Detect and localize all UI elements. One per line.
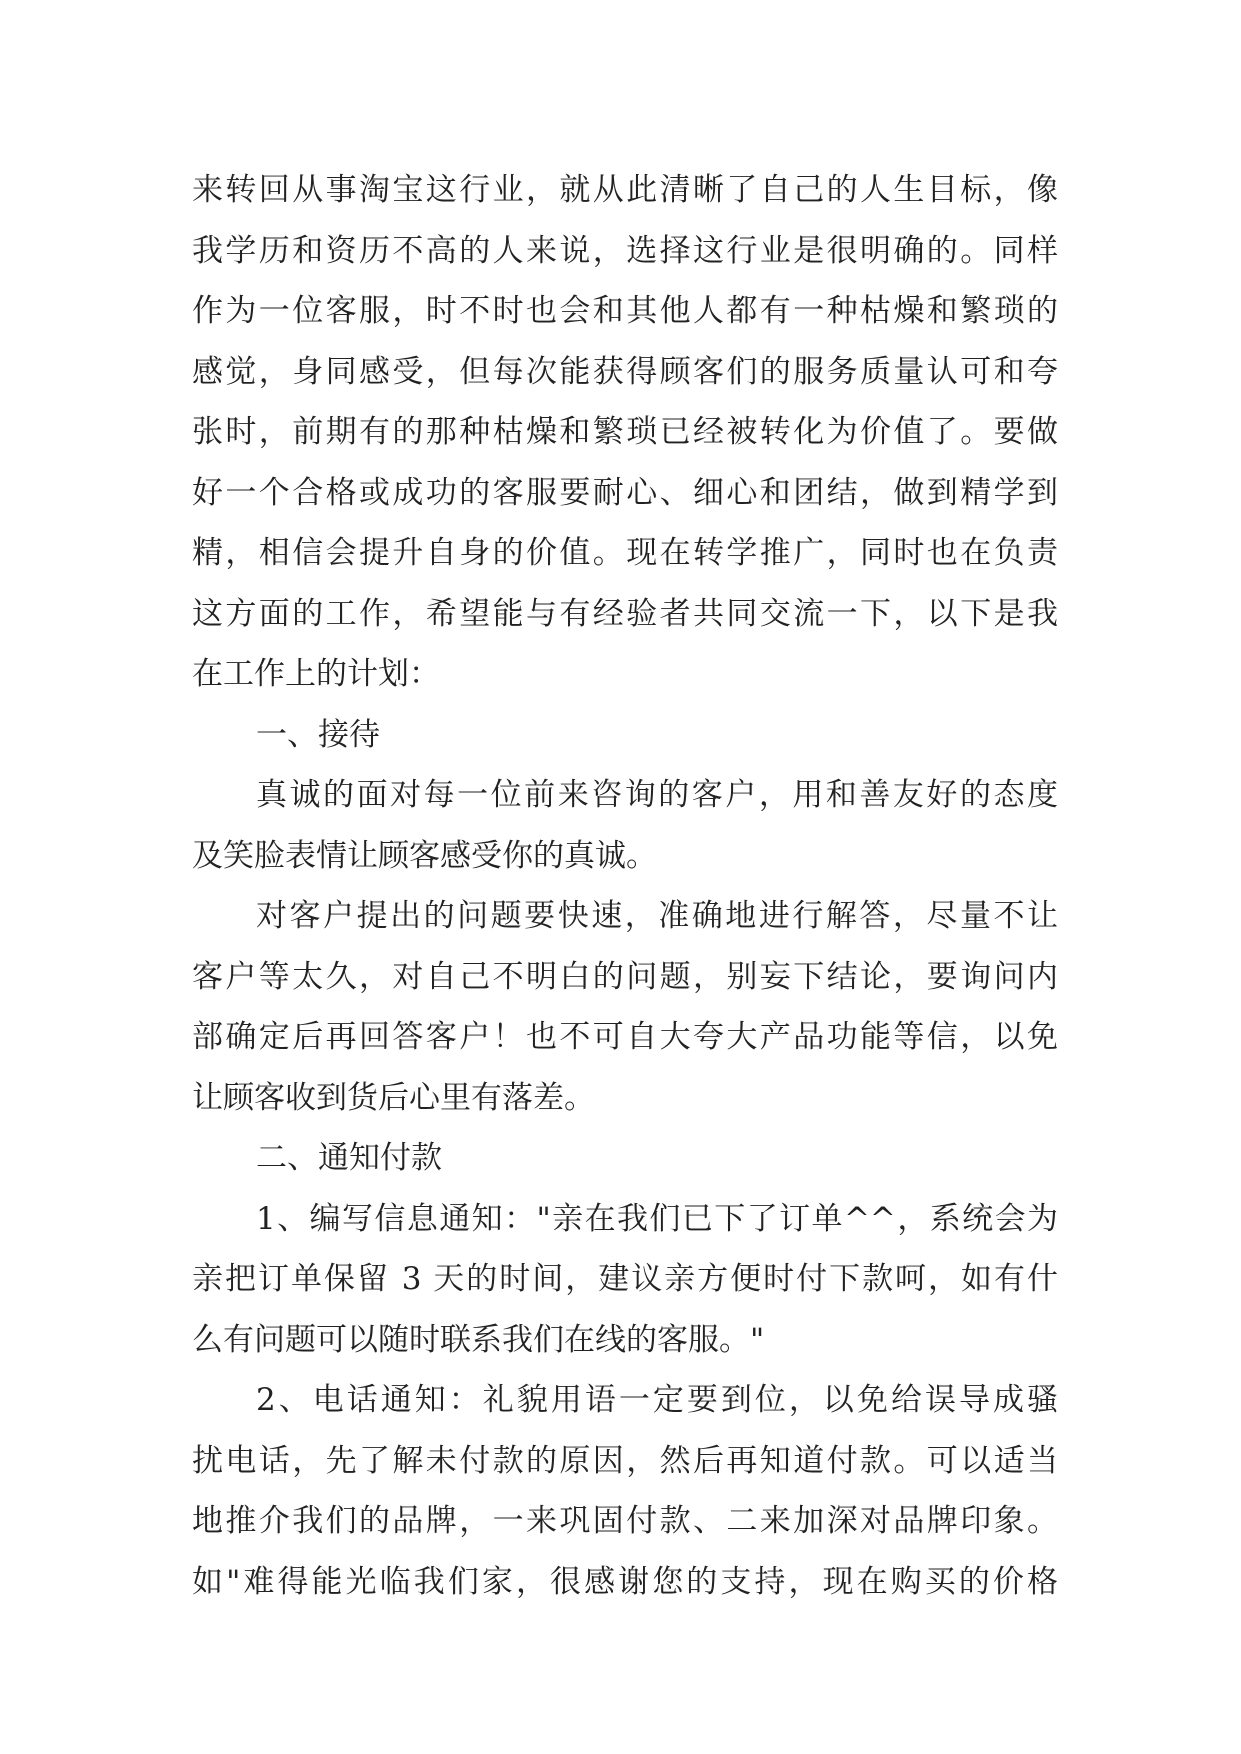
- paragraph-line: 好一个合格或成功的客服要耐心、细心和团结，做到精学到: [192, 474, 1058, 511]
- paragraph-line: 我学历和资历不高的人来说，选择这行业是很明确的。同样: [192, 232, 1058, 269]
- section-heading: 一、接待: [256, 716, 380, 753]
- paragraph-line: 作为一位客服，时不时也会和其他人都有一种枯燥和繁琐的: [192, 293, 1058, 329]
- paragraph-line: 如"难得能光临我们家，很感谢您的支持，现在购买的价格: [192, 1563, 1058, 1600]
- paragraph-line: 部确定后再回答客户！也不可自大夸大产品功能等信，以免: [192, 1019, 1058, 1055]
- paragraph-line: 2、电话通知：礼貌用语一定要到位，以免给误导成骚: [256, 1382, 1058, 1418]
- paragraph-line: 这方面的工作，希望能与有经验者共同交流一下，以下是我: [192, 595, 1058, 632]
- paragraph-line: 么有问题可以随时联系我们在线的客服。": [192, 1321, 765, 1358]
- paragraph-line: 来转回从事淘宝这行业，就从此清晰了自己的人生目标，像: [192, 172, 1058, 208]
- paragraph-line: 亲把订单保留 3 天的时间，建议亲方便时付下款呵，如有什: [192, 1261, 1058, 1297]
- paragraph-line: 客户等太久，对自己不明白的问题，别妄下结论，要询问内: [192, 958, 1058, 995]
- paragraph-line: 1、编写信息通知："亲在我们已下了订单^^，系统会为: [256, 1200, 1058, 1237]
- paragraph-line: 扰电话，先了解未付款的原因，然后再知道付款。可以适当: [192, 1442, 1058, 1479]
- paragraph-line: 让顾客收到货后心里有落差。: [192, 1079, 595, 1116]
- paragraph-line: 精，相信会提升自身的价值。现在转学推广，同时也在负责: [192, 535, 1058, 571]
- paragraph-line: 张时，前期有的那种枯燥和繁琐已经被转化为价值了。要做: [192, 414, 1058, 450]
- paragraph-line: 感觉，身同感受，但每次能获得顾客们的服务质量认可和夸: [192, 353, 1058, 390]
- paragraph-line: 地推介我们的品牌，一来巩固付款、二来加深对品牌印象。: [192, 1503, 1058, 1539]
- section-heading: 二、通知付款: [256, 1140, 442, 1176]
- document-body: [192, 160, 1058, 1612]
- paragraph-line: 真诚的面对每一位前来咨询的客户，用和善友好的态度: [256, 777, 1058, 813]
- paragraph-line: 及笑脸表情让顾客感受你的真诚。: [192, 837, 657, 874]
- paragraph-line: 对客户提出的问题要快速，准确地进行解答，尽量不让: [256, 898, 1058, 934]
- paragraph-line: 在工作上的计划：: [192, 656, 440, 692]
